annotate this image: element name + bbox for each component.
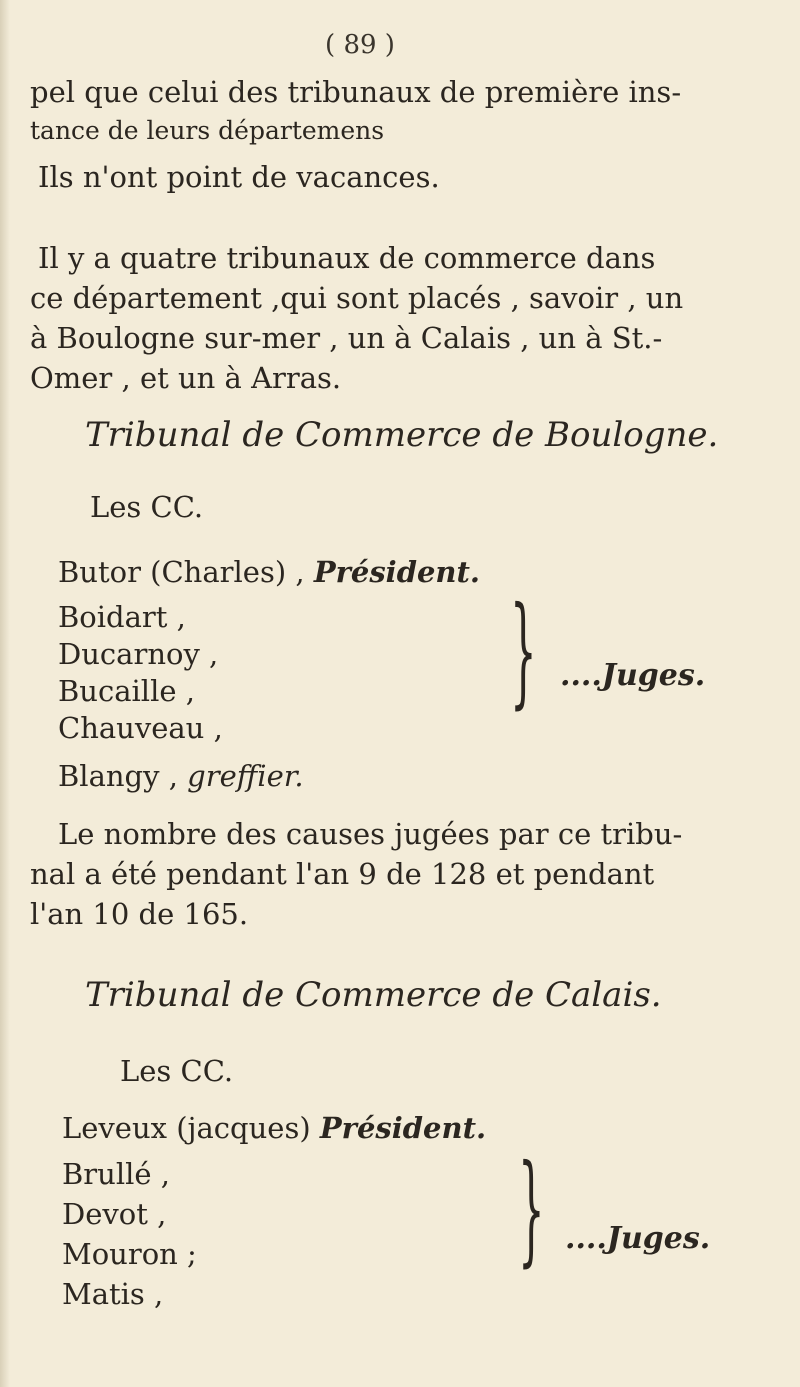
boulogne-greffier-name: Blangy , [58,759,178,793]
calais-judge: Matis , [62,1277,164,1311]
boulogne-judges-label: ....Juges. [560,658,706,693]
calais-president-title: Président. [319,1111,487,1145]
boulogne-note-line3: l'an 10 de 165. [30,897,249,931]
page-number: ( 89 ) [325,30,395,60]
boulogne-president-title: Président. [313,555,480,589]
para1-line1: pel que celui des tribunaux de première ins- [30,75,682,109]
para2-line4: Omer , et un à Arras. [30,361,342,395]
boulogne-note-line2: nal a été pendant l'an 9 de 128 et pendant [30,857,655,891]
para2-line1: Il y a quatre tribunaux de commerce dans [38,241,656,275]
boulogne-judge: Ducarnoy , [58,637,219,671]
boulogne-greffier-title: greffier. [187,759,304,793]
boulogne-president-name: Butor (Charles) , [58,555,305,589]
calais-les-cc: Les CC. [120,1054,234,1088]
boulogne-note-line1: Le nombre des causes jugées par ce tribu- [58,817,683,851]
para1-line2: tance de leurs départemens [30,116,385,145]
page-fold-shadow [0,0,10,1387]
boulogne-judge: Chauveau , [58,711,223,745]
calais-president-line [62,1111,487,1145]
para1-line3: Ils n'ont point de vacances. [38,160,440,194]
boulogne-judge: Boidart , [58,600,186,634]
boulogne-judges-brace: } [510,582,537,721]
boulogne-heading: Tribunal de Commerce de Boulogne. [85,415,719,455]
calais-heading: Tribunal de Commerce de Calais. [85,975,662,1015]
boulogne-president-line [58,555,480,589]
calais-president-name: Leveux (jacques) [62,1111,311,1145]
calais-judges-label: ....Juges. [565,1221,711,1256]
calais-judges-brace: } [518,1140,545,1279]
calais-judge: Mouron ; [62,1237,197,1271]
para2-line3: à Boulogne sur-mer , un à Calais , un à St.- [30,321,663,355]
boulogne-les-cc: Les CC. [90,490,204,524]
boulogne-judge: Bucaille , [58,674,195,708]
para2-line2: ce département ,qui sont placés , savoir , un [30,281,684,315]
calais-judge: Devot , [62,1197,167,1231]
boulogne-greffier-line [58,759,304,793]
calais-judge: Brullé , [62,1157,170,1191]
